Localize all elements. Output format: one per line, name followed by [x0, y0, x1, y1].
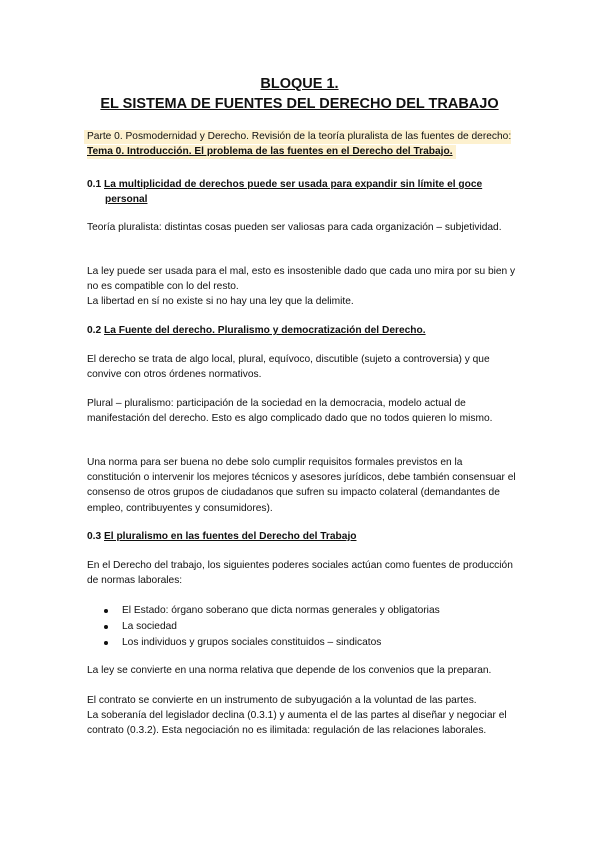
section-01-paragraph-3: La libertad en sí no existe si no hay una ley que la delimite. [87, 296, 354, 307]
section-03-paragraph-3: El contrato se convierte en un instrumento de subyugación a la voluntad de las partes. [87, 695, 477, 706]
section-03-heading [87, 529, 517, 544]
section-03-paragraph-1: En el Derecho del trabajo, los siguientes poderes sociales actúan como fuentes de producción de normas laborales: [87, 560, 513, 587]
intro-part-prefix: Parte 0. Posmodernidad y Derecho. Revisión de la teoría pluralista de las fuentes de derecho: [87, 131, 512, 142]
section-02-number: 0.2 [87, 325, 104, 336]
section-03-heading-text: El pluralismo en las fuentes del Derecho del Trabajo [104, 531, 357, 542]
section-01-heading [87, 177, 517, 207]
section-03-bullet-list [104, 603, 504, 651]
section-02-paragraph-2: Plural – pluralismo: participación de la sociedad en la democracia, modelo actual de manifestación del derecho. Esto es algo complicado dado que no todos quieren lo mismo. [87, 398, 493, 425]
section-01-paragraph-2: La ley puede ser usada para el mal, esto es insostenible dado que cada uno mira por su bien y no es compatible con lo del resto. [87, 266, 516, 293]
intro-topic: Tema 0. Introducción. El problema de las fuentes en el Derecho del Trabajo. [87, 146, 453, 158]
section-02-paragraph-1: El derecho se trata de algo local, plural, equívoco, discutible (sujeto a controversia) y que convive con otros órdenes normativos. [87, 354, 490, 381]
section-01-paragraph-1: Teoría pluralista: distintas cosas pueden ser valiosas para cada organización – subjetividad. [87, 222, 502, 233]
list-item: La sociedad [104, 619, 504, 635]
section-01-heading-line1: La multiplicidad de derechos puede ser usada para expandir sin límite el goce [104, 179, 483, 190]
intro-highlight [87, 129, 517, 159]
section-03-paragraph-4: La soberanía del legislador declina (0.3.1) y aumenta el de las partes al diseñar y negociar el contrato (0.3.2). Esta negociación no es ilimitada: regulación de las relaciones laborales. [87, 710, 507, 737]
section-03-paragraph-2: La ley se convierte en una norma relativa que depende de los convenios que la preparan. [87, 665, 492, 676]
section-03-number: 0.3 [87, 531, 104, 542]
list-item: Los individuos y grupos sociales constituidos – sindicatos [104, 635, 504, 651]
section-01-number: 0.1 [87, 179, 104, 190]
section-02-paragraph-3: Una norma para ser buena no debe solo cumplir requisitos formales previstos en la constitución o intervenir los mejores técnicos y asesores jurídicos, debe también consensuar el consenso de otros grupos de ciudadanos que sufren su impacto colateral (demandantes de empleo, contribuyentes y consumidores). [87, 457, 516, 514]
list-item: El Estado: órgano soberano que dicta normas generales y obligatorias [104, 603, 504, 619]
section-02-heading [87, 323, 517, 338]
document-title-line2: EL SISTEMA DE FUENTES DEL DERECHO DEL TRABAJO [100, 96, 499, 112]
intro-part [84, 130, 511, 159]
document-title-line1: BLOQUE 1. [260, 76, 339, 92]
section-02-heading-text: La Fuente del derecho. Pluralismo y democratización del Derecho. [104, 325, 426, 336]
section-01-heading-line2: personal [105, 194, 148, 206]
